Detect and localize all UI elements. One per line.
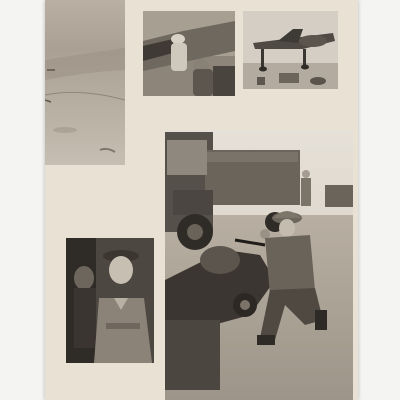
desert-terrain-image bbox=[45, 0, 125, 165]
aircraft-crews-image bbox=[243, 11, 338, 89]
photo-airfield-greeting bbox=[143, 11, 235, 96]
photo-desert-terrain bbox=[45, 0, 125, 165]
photo-aircraft-crews bbox=[243, 11, 338, 89]
photo-truck-motorcycle bbox=[165, 130, 353, 400]
truck-motorcycle-image bbox=[165, 130, 353, 400]
photo-soldiers-portrait bbox=[66, 238, 154, 363]
soldiers-portrait-image bbox=[66, 238, 154, 363]
airfield-greeting-image bbox=[143, 11, 235, 96]
